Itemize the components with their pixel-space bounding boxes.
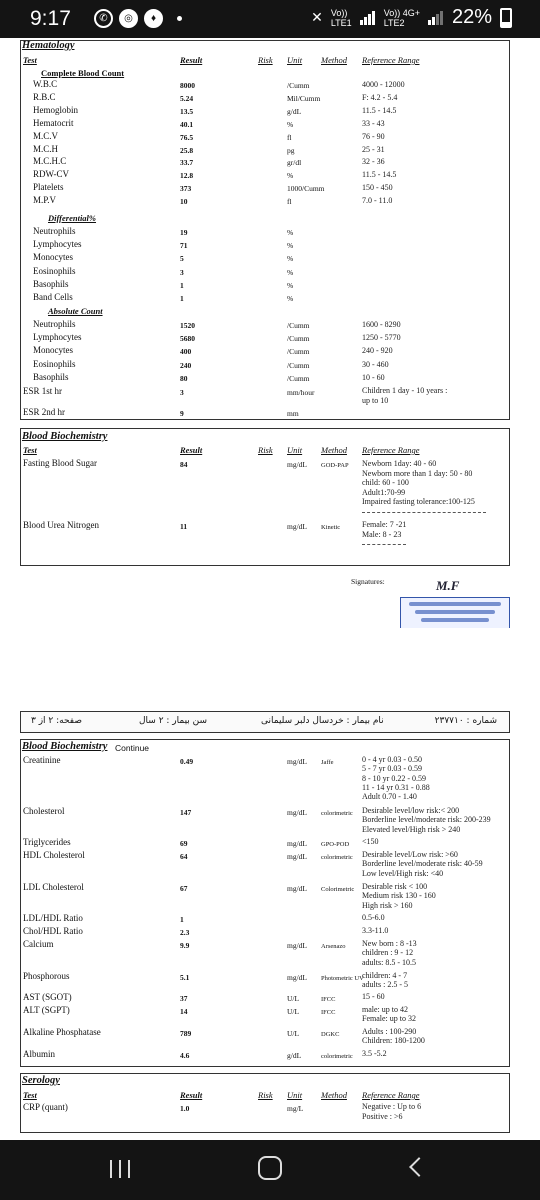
cbc-title: Complete Blood Count — [41, 68, 125, 78]
test-unit: % — [287, 294, 294, 303]
range-line: adults : 2.5 - 5 — [362, 980, 408, 990]
test-range: 76 - 90 — [362, 131, 385, 141]
col-method: Method — [321, 55, 347, 65]
test-result: 789 — [180, 1029, 192, 1038]
test-range: 33 - 43 — [362, 118, 385, 128]
test-unit: U/L — [287, 994, 300, 1003]
col-unit: Unit — [287, 55, 303, 65]
test-unit: Mil/Cumm — [287, 93, 321, 103]
range-line: Positive : >6 — [362, 1111, 403, 1121]
test-result: 40.1 — [180, 119, 194, 129]
range-line: Borderline level/moderate risk: 200-239 — [362, 815, 491, 825]
esr1-result: 3 — [180, 388, 184, 397]
test-result: 19 — [180, 228, 188, 237]
col-result: Result — [180, 445, 203, 455]
test-method: Jaffe — [321, 759, 334, 766]
range-line: New born : 8 -13 — [362, 939, 417, 948]
battery-icon — [500, 8, 512, 28]
test-result: 33.7 — [180, 158, 194, 168]
col-test: Test — [23, 55, 37, 65]
range-line: Newborn more than 1 day: 50 - 80 — [362, 468, 473, 478]
back-button[interactable] — [409, 1157, 429, 1177]
fbs-result: 84 — [180, 460, 188, 469]
serology-section — [20, 1073, 510, 1133]
test-method: colorimetric — [321, 854, 353, 861]
test-unit: U/L — [287, 1029, 300, 1038]
fbs-unit: mg/dL — [287, 460, 307, 469]
test-result: 69 — [180, 839, 188, 848]
test-unit: % — [287, 280, 294, 290]
test-range: F: 4.2 - 5.4 — [362, 92, 398, 102]
range-line: Medium risk 130 - 160 — [362, 891, 436, 901]
test-unit: mg/dL — [287, 757, 307, 766]
test-result: 1 — [180, 294, 184, 303]
bun-result: 11 — [180, 522, 188, 531]
test-unit: mg/dL — [287, 884, 307, 893]
col-unit: Unit — [287, 1090, 303, 1100]
test-result: 10 — [180, 197, 188, 207]
page-gap — [0, 628, 540, 700]
range-line: Adults : 100-290 — [362, 1027, 417, 1036]
col-range: Reference Range — [362, 445, 420, 455]
sim2-volte: Vo)) 4G+ — [383, 7, 420, 18]
test-unit: % — [287, 228, 294, 237]
crp-unit: mg/L — [287, 1104, 304, 1113]
page-number: صفحه: ۲ از ۳ — [31, 716, 82, 726]
test-name: Monocytes — [33, 345, 73, 356]
test-result: 400 — [180, 347, 192, 357]
test-method: IFCC — [321, 996, 336, 1003]
range-line: Elevated level/High risk > 240 — [362, 824, 461, 834]
test-name: Basophils — [33, 278, 69, 289]
biochemistry-continued-section — [20, 739, 510, 1067]
test-unit: /Cumm — [287, 81, 310, 90]
crp-name: CRP (quant) — [23, 1102, 68, 1112]
system-icons — [311, 6, 512, 29]
test-range: 240 - 920 — [362, 346, 393, 356]
test-name: Chol/HDL Ratio — [23, 926, 83, 936]
test-name: Cholesterol — [23, 806, 65, 816]
test-name: RDW-CV — [33, 169, 69, 180]
test-method: colorimetric — [321, 810, 353, 817]
test-result: 64 — [180, 852, 188, 861]
range-line: 3.3-11.0 — [362, 926, 389, 935]
test-unit: mg/dL — [287, 852, 307, 861]
test-name: Basophils — [33, 371, 69, 382]
test-result: 13.5 — [180, 106, 194, 116]
test-result: 5.24 — [180, 93, 194, 103]
range-line: children: 4 - 7 — [362, 971, 408, 980]
test-unit: mg/dL — [287, 941, 307, 950]
test-result: 0.49 — [180, 757, 194, 766]
divider — [362, 544, 406, 545]
test-result: 147 — [180, 808, 192, 817]
test-unit: mg/dL — [287, 808, 307, 817]
lab-stamp — [400, 597, 510, 630]
test-unit: U/L — [287, 1007, 300, 1016]
recent-apps-button[interactable] — [110, 1160, 130, 1178]
patient-number: شماره : ۲۳۷۷۱۰ — [434, 716, 497, 726]
test-name: R.B.C — [33, 91, 56, 102]
test-method: DGKC — [321, 1031, 340, 1038]
test-result: 373 — [180, 184, 192, 194]
test-result: 14 — [180, 1007, 188, 1016]
esr1-name: ESR 1st hr — [23, 386, 63, 396]
test-unit: gr/dl — [287, 158, 302, 168]
test-unit: /Cumm — [287, 360, 310, 370]
range-line: Desirable level/low risk:< 200 — [362, 806, 460, 815]
test-range: 11.5 - 14.5 — [362, 105, 397, 115]
whatsapp-icon: ✆ — [94, 9, 113, 28]
test-unit: % — [287, 241, 294, 251]
differential-title: Differential% — [48, 213, 97, 223]
test-method: IFCC — [321, 1009, 336, 1016]
test-name: HDL Cholesterol — [23, 850, 85, 860]
test-name: Neutrophils — [33, 226, 76, 236]
test-method: Photometric UV — [321, 975, 364, 982]
signature: M.F — [436, 578, 460, 593]
sim1-indicator — [331, 8, 352, 28]
test-unit: fl — [287, 132, 292, 142]
bun-name: Blood Urea Nitrogen — [23, 520, 99, 530]
range-line: Desirable risk < 100 — [362, 882, 428, 891]
patient-name: نام بیمار : خردسال دلبر سلیمانی — [261, 716, 384, 726]
clock: 9:17 — [30, 7, 71, 30]
range-line: adults: 8.5 - 10.5 — [362, 957, 416, 967]
test-unit: 1000/Cumm — [287, 184, 325, 194]
test-unit: g/dL — [287, 1051, 302, 1060]
sim1-volte: Vo)) — [330, 7, 348, 18]
test-name: Eosinophils — [33, 265, 76, 276]
esr1-range-1: Children 1 day - 10 years : — [362, 386, 448, 395]
test-range: 11.5 - 14.5 — [362, 170, 397, 180]
range-line: Children: 180-1200 — [362, 1036, 425, 1046]
range-line: 8 - 10 yr 0.22 - 0.59 — [362, 773, 426, 783]
test-name: Albumin — [23, 1049, 56, 1059]
test-range: 150 - 450 — [362, 183, 393, 193]
range-line: Adult 0.70 - 1.40 — [362, 792, 417, 802]
test-result: 12.8 — [180, 171, 194, 181]
esr1-range-2: up to 10 — [362, 396, 389, 405]
status-bar — [0, 0, 540, 38]
col-method: Method — [321, 445, 347, 455]
sim2-indicator — [384, 8, 420, 28]
divider — [362, 512, 486, 513]
col-test: Test — [23, 1090, 37, 1100]
fbs-name: Fasting Blood Sugar — [23, 458, 98, 468]
test-name: M.P.V — [33, 195, 57, 206]
range-line: 15 - 60 — [362, 992, 385, 1001]
test-unit: /Cumm — [287, 347, 310, 357]
range-line: Adult1:70-99 — [362, 487, 406, 497]
test-name: Eosinophils — [33, 358, 76, 369]
col-risk: Risk — [258, 55, 273, 65]
test-result: 71 — [180, 241, 188, 251]
esr2-result: 9 — [180, 409, 184, 418]
shop-bag-icon: ♦ — [144, 9, 163, 28]
test-range: 30 - 460 — [362, 359, 389, 369]
test-range: 4000 - 12000 — [362, 80, 405, 89]
test-range: 32 - 36 — [362, 157, 385, 167]
bun-unit: mg/dL — [287, 522, 307, 531]
test-result: 80 — [180, 373, 188, 383]
test-unit: % — [287, 119, 294, 129]
col-result: Result — [180, 1090, 203, 1100]
patient-age: سن بیمار : ۲ سال — [139, 716, 208, 726]
signal-icon — [360, 11, 376, 25]
test-result: 1 — [180, 280, 184, 290]
hematology-section — [20, 40, 510, 420]
test-unit: /Cumm — [287, 373, 310, 383]
section-title: Serology — [22, 1075, 60, 1086]
test-unit: fl — [287, 197, 292, 207]
test-name: AST (SGOT) — [23, 992, 72, 1002]
test-name: Triglycerides — [23, 837, 71, 847]
notification-icons — [94, 9, 182, 28]
sim2-lte: LTE2 — [383, 17, 405, 28]
range-line: 5 - 7 yr 0.03 - 0.59 — [362, 764, 422, 774]
col-risk: Risk — [258, 445, 273, 455]
test-method: Arsenazo — [321, 943, 346, 950]
esr2-name: ESR 2nd hr — [23, 407, 66, 417]
test-result: 8000 — [180, 81, 195, 90]
col-range: Reference Range — [362, 1090, 420, 1100]
test-name: M.C.H.C — [33, 156, 67, 167]
range-line: Low level/High risk: <40 — [362, 868, 444, 878]
range-line: Borderline level/moderate risk: 40-59 — [362, 859, 483, 869]
navigation-bar — [0, 1140, 540, 1200]
range-line: Impaired fasting tolerance:100-125 — [362, 497, 475, 507]
test-result: 240 — [180, 360, 192, 370]
range-line: male: up to 42 — [362, 1005, 408, 1014]
test-name: Platelets — [33, 182, 64, 193]
test-range: 7.0 - 11.0 — [362, 196, 393, 206]
test-unit: /Cumm — [287, 334, 310, 344]
test-result: 9.9 — [180, 941, 190, 950]
range-line: 0.5-6.0 — [362, 913, 385, 922]
test-name: ALT (SGPT) — [23, 1005, 70, 1015]
range-line: Male: 8 - 23 — [362, 529, 402, 539]
fbs-method: GOD-PAP — [321, 462, 349, 469]
col-risk: Risk — [258, 1090, 273, 1100]
col-unit: Unit — [287, 445, 303, 455]
test-method: Colorimetric — [321, 886, 355, 893]
test-range: 1250 - 5770 — [362, 333, 401, 343]
test-result: 5.1 — [180, 973, 190, 982]
test-name: W.B.C — [33, 79, 58, 89]
test-method: GPO-POD — [321, 841, 350, 848]
range-line: Desirable level/Low risk: >60 — [362, 850, 458, 859]
test-result: 2.3 — [180, 928, 190, 937]
range-line: 3.5 -5.2 — [362, 1049, 387, 1058]
test-name: Band Cells — [33, 292, 73, 302]
test-name: Phosphorous — [23, 971, 70, 981]
signatures-label: Signatures: — [351, 577, 385, 586]
test-unit: mg/dL — [287, 973, 307, 982]
range-line: Newborn 1day: 40 - 60 — [362, 459, 437, 468]
more-notifications-icon — [177, 16, 182, 21]
esr1-unit: mm/hour — [287, 388, 315, 397]
test-unit: pg — [287, 145, 295, 155]
test-name: M.C.H — [33, 143, 59, 154]
instagram-icon: ◎ — [119, 9, 138, 28]
test-unit: % — [287, 254, 294, 264]
crp-result: 1.0 — [180, 1104, 190, 1113]
range-line: Female: 7 -21 — [362, 520, 407, 529]
test-unit: g/dL — [287, 106, 302, 116]
range-line: 11 - 14 yr 0.31 - 0.88 — [362, 782, 430, 792]
test-name: Creatinine — [23, 755, 61, 765]
test-name: Calcium — [23, 939, 54, 949]
continue-label: Continue — [115, 743, 150, 753]
test-name: M.C.V — [33, 130, 59, 141]
test-unit: mg/dL — [287, 839, 307, 848]
test-name: Hemoglobin — [33, 104, 78, 115]
mute-icon: ✕ — [311, 9, 323, 25]
test-name: Alkaline Phosphatase — [23, 1027, 101, 1037]
bun-method: Kinetic — [321, 524, 341, 531]
test-range: 25 - 31 — [362, 144, 385, 154]
test-name: Hematocrit — [33, 117, 74, 128]
test-range: 1600 - 8290 — [362, 320, 401, 329]
section-title: Blood Biochemistry — [22, 431, 108, 442]
col-range: Reference Range — [362, 55, 420, 65]
range-line: Female: up to 32 — [362, 1014, 416, 1024]
test-result: 1 — [180, 915, 184, 924]
test-method: colorimetric — [321, 1053, 353, 1060]
section-title: Hematology — [22, 40, 75, 51]
range-line: <150 — [362, 837, 379, 846]
test-name: Lymphocytes — [33, 332, 82, 343]
test-result: 5680 — [180, 334, 195, 344]
range-line: children : 9 - 12 — [362, 948, 414, 958]
sim1-lte: LTE1 — [330, 17, 352, 28]
test-unit: % — [287, 267, 294, 277]
test-unit: /Cumm — [287, 321, 310, 330]
test-name: Neutrophils — [33, 319, 76, 329]
battery-percent: 22% — [451, 6, 492, 28]
range-line: Negative : Up to 6 — [362, 1102, 422, 1111]
range-line: child: 60 - 100 — [362, 478, 409, 488]
range-line: 0 - 4 yr 0.03 - 0.50 — [362, 755, 422, 764]
test-result: 5 — [180, 254, 184, 264]
test-result: 1520 — [180, 321, 195, 330]
test-range: 10 - 60 — [362, 372, 385, 382]
test-name: LDL/HDL Ratio — [23, 913, 83, 923]
test-unit: % — [287, 171, 294, 181]
absolute-count-title: Absolute Count — [48, 306, 103, 316]
test-result: 67 — [180, 884, 188, 893]
test-name: Lymphocytes — [33, 239, 82, 250]
test-result: 3 — [180, 267, 184, 277]
test-result: 37 — [180, 994, 188, 1003]
esr2-unit: mm — [287, 409, 299, 418]
test-result: 76.5 — [180, 132, 194, 142]
range-line: High risk > 160 — [362, 900, 413, 910]
test-result: 4.6 — [180, 1051, 190, 1060]
col-result: Result — [180, 55, 203, 65]
section-title: Blood Biochemistry — [22, 741, 108, 752]
patient-info-bar — [20, 711, 510, 733]
home-button[interactable] — [258, 1156, 282, 1180]
test-name: Monocytes — [33, 252, 73, 263]
test-result: 25.8 — [180, 145, 194, 155]
test-name: LDL Cholesterol — [23, 882, 84, 892]
signal-icon-2 — [428, 11, 444, 25]
col-test: Test — [23, 445, 37, 455]
col-method: Method — [321, 1090, 347, 1100]
